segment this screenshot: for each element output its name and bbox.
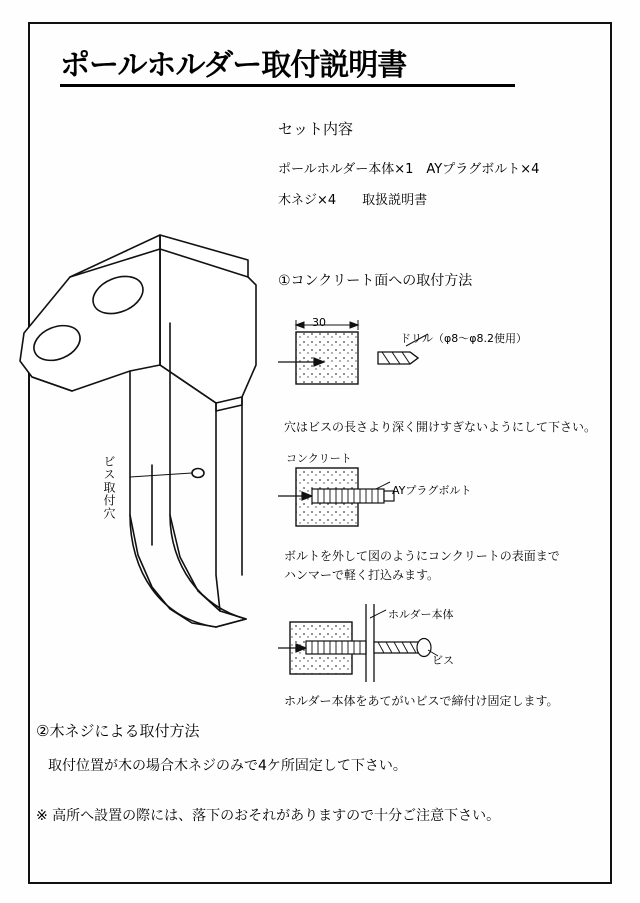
screw-hole-label: ビス取付穴 [102, 455, 116, 520]
note-holder-fix: ホルダー本体をあてがいビスで締付け固定します。 [284, 694, 559, 708]
set-contents-line-1: ポールホルダー本体×1 AYプラグボルト×4 [278, 162, 540, 177]
page-title: ポールホルダー取付説明書 [60, 48, 407, 83]
dimension-30-label: 30 [312, 316, 326, 329]
drill-label: ドリル（φ8～φ8.2使用） [400, 332, 528, 345]
note-drill-depth: 穴はビスの長さより深く開けすぎないようにして下さい。 [284, 420, 597, 434]
note-plug-line-1: ボルトを外して図のようにコンクリートの表面まで [284, 549, 560, 563]
holder-body-label: ホルダー本体 [388, 608, 454, 621]
set-contents-heading: セット内容 [278, 120, 354, 138]
set-contents-line-2: 木ネジ×4 取扱説明書 [278, 193, 428, 208]
section-2-heading: ②木ネジによる取付方法 [36, 722, 200, 740]
concrete-label: コンクリート [286, 452, 352, 465]
caution-note: ※ 高所へ設置の際には、落下のおそれがありますので十分ご注意下さい。 [36, 808, 501, 824]
plug-bolt-label: AYプラグボルト [392, 484, 472, 497]
screw-label: ビス [432, 654, 454, 667]
step2-plugbolt-diagram [278, 462, 608, 542]
note-plug-line-2: ハンマーで軽く打込みます。 [284, 568, 440, 582]
pole-holder-illustration [10, 215, 280, 665]
section-1-heading: ①コンクリート面への取付方法 [278, 273, 473, 289]
section-2-body: 取付位置が木の場合木ネジのみで4ケ所固定して下さい。 [48, 758, 407, 774]
step1-drill-diagram [278, 300, 608, 410]
title-underline [60, 84, 515, 87]
